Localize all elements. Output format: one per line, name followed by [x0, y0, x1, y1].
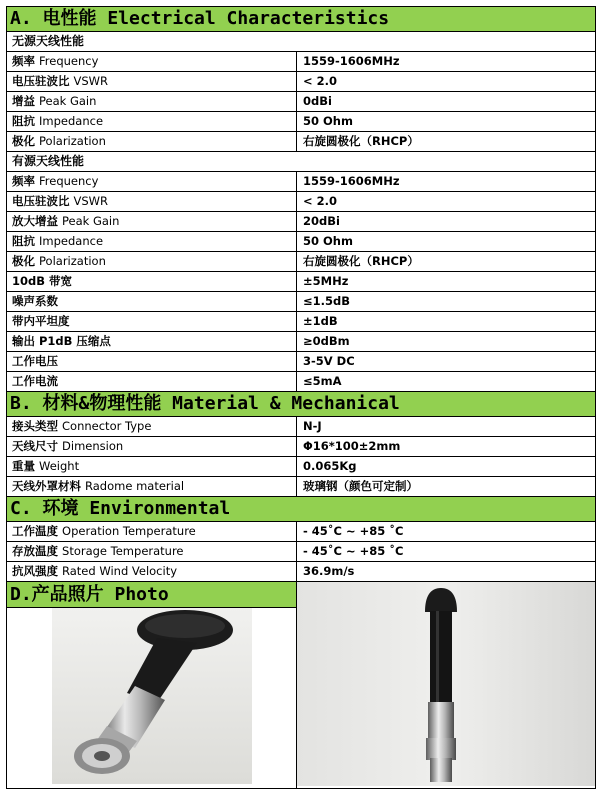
antenna-photo-image — [297, 582, 595, 786]
section-photo-title: D.产品照片 Photo — [7, 582, 296, 608]
spec-row — [7, 522, 596, 542]
spec-value: - 45˚C ~ +85 ˚C — [297, 522, 596, 542]
spec-value: < 2.0 — [297, 72, 596, 92]
spec-row — [7, 212, 596, 232]
spec-row — [7, 252, 596, 272]
spec-value: 3-5V DC — [297, 352, 596, 372]
spec-label: 极化 Polarization — [7, 252, 297, 272]
spec-row — [7, 372, 596, 392]
spec-label: 阻抗 Impedance — [7, 232, 297, 252]
spec-label: 频率 Frequency — [7, 52, 297, 72]
spec-value: 玻璃钢（颜色可定制） — [297, 477, 596, 497]
spec-label: 重量 Weight — [7, 457, 297, 477]
spec-label: 存放温度 Storage Temperature — [7, 542, 297, 562]
spec-label: 噪声系数 — [7, 292, 297, 312]
spec-value: 36.9m/s — [297, 562, 596, 582]
spec-value: ≤1.5dB — [297, 292, 596, 312]
spec-row — [7, 52, 596, 72]
spec-row — [7, 542, 596, 562]
active-header-row — [7, 152, 596, 172]
spec-row — [7, 92, 596, 112]
spec-value: ≥0dBm — [297, 332, 596, 352]
spec-row — [7, 132, 596, 152]
spec-value: Φ16*100±2mm — [297, 437, 596, 457]
spec-value: 右旋圆极化（RHCP） — [297, 132, 596, 152]
section-title: B. 材料&物理性能 Material & Mechanical — [7, 392, 596, 417]
spec-label: 抗风强度 Rated Wind Velocity — [7, 562, 297, 582]
spec-row — [7, 292, 596, 312]
spec-label: 电压驻波比 VSWR — [7, 192, 297, 212]
spec-value: 50 Ohm — [297, 112, 596, 132]
spec-row — [7, 562, 596, 582]
spec-row — [7, 192, 596, 212]
spec-row — [7, 457, 596, 477]
spec-label: 带内平坦度 — [7, 312, 297, 332]
connector-photo-image — [7, 608, 296, 788]
photo-row — [7, 582, 596, 789]
spec-label: 工作温度 Operation Temperature — [7, 522, 297, 542]
spec-label: 输出 P1dB 压缩点 — [7, 332, 297, 352]
spec-row — [7, 477, 596, 497]
spec-label: 阻抗 Impedance — [7, 112, 297, 132]
photo-right-cell — [297, 582, 596, 789]
spec-value: 50 Ohm — [297, 232, 596, 252]
antenna-photo — [297, 582, 595, 786]
spec-label: 天线外罩材料 Radome material — [7, 477, 297, 497]
connector-photo — [7, 608, 296, 788]
spec-row — [7, 332, 596, 352]
spec-label: 极化 Polarization — [7, 132, 297, 152]
spec-label: 天线尺寸 Dimension — [7, 437, 297, 457]
spec-value: 1559-1606MHz — [297, 52, 596, 72]
spec-label: 接头类型 Connector Type — [7, 417, 297, 437]
spec-label: 电压驻波比 VSWR — [7, 72, 297, 92]
section-material — [7, 392, 596, 417]
spec-label: 工作电流 — [7, 372, 297, 392]
spec-row — [7, 172, 596, 192]
spec-row — [7, 232, 596, 252]
active-header: 有源天线性能 — [7, 152, 596, 172]
spec-row — [7, 352, 596, 372]
spec-label: 10dB 带宽 — [7, 272, 297, 292]
spec-value: - 45˚C ~ +85 ˚C — [297, 542, 596, 562]
spec-value: 20dBi — [297, 212, 596, 232]
passive-header: 无源天线性能 — [7, 32, 596, 52]
spec-value: N-J — [297, 417, 596, 437]
photo-left-cell — [7, 582, 297, 789]
spec-row — [7, 312, 596, 332]
section-title: A. 电性能 Electrical Characteristics — [7, 7, 596, 32]
spec-value: 1559-1606MHz — [297, 172, 596, 192]
spec-label: 增益 Peak Gain — [7, 92, 297, 112]
spec-label: 工作电压 — [7, 352, 297, 372]
spec-row — [7, 417, 596, 437]
spec-value: ±1dB — [297, 312, 596, 332]
spec-row — [7, 112, 596, 132]
section-title: C. 环境 Environmental — [7, 497, 596, 522]
spec-label: 放大增益 Peak Gain — [7, 212, 297, 232]
spec-value: 0.065Kg — [297, 457, 596, 477]
spec-value: 0dBi — [297, 92, 596, 112]
section-environmental — [7, 497, 596, 522]
spec-table — [6, 6, 596, 789]
spec-row — [7, 437, 596, 457]
spec-value: ±5MHz — [297, 272, 596, 292]
passive-header-row — [7, 32, 596, 52]
spec-value: ≤5mA — [297, 372, 596, 392]
spec-value: 右旋圆极化（RHCP） — [297, 252, 596, 272]
spec-row — [7, 72, 596, 92]
spec-row — [7, 272, 596, 292]
spec-label: 频率 Frequency — [7, 172, 297, 192]
section-electrical — [7, 7, 596, 32]
spec-sheet — [6, 6, 595, 789]
spec-value: < 2.0 — [297, 192, 596, 212]
